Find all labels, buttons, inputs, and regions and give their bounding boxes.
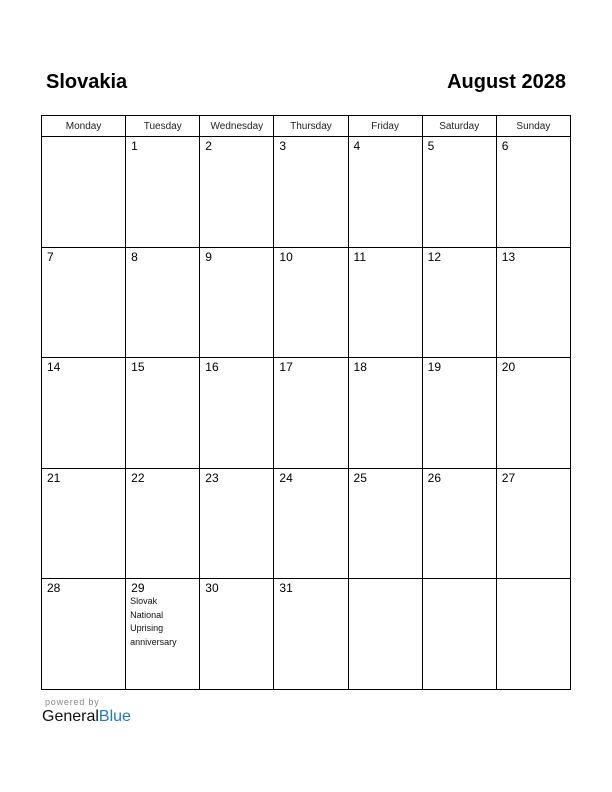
weekday-header-row bbox=[42, 116, 571, 137]
calendar-week-row bbox=[42, 468, 571, 579]
calendar-day-cell[interactable] bbox=[348, 137, 422, 248]
day-number: 8 bbox=[131, 249, 138, 264]
day-number: 27 bbox=[501, 470, 516, 485]
calendar-day-cell[interactable] bbox=[496, 579, 570, 690]
day-number: 13 bbox=[501, 249, 516, 264]
day-number: 30 bbox=[205, 581, 219, 595]
day-number: 6 bbox=[501, 139, 509, 153]
day-number: 26 bbox=[427, 470, 442, 485]
calendar-day-cell[interactable] bbox=[422, 247, 496, 358]
day-number bbox=[423, 579, 496, 581]
calendar-day-cell[interactable] bbox=[42, 247, 126, 358]
holiday-label: anniversary bbox=[130, 636, 177, 647]
day-number: 16 bbox=[205, 360, 219, 374]
weekday-header: Wednesday bbox=[200, 116, 274, 137]
calendar-day-cell[interactable] bbox=[200, 358, 274, 469]
day-number: 10 bbox=[279, 249, 293, 264]
weekday-header: Tuesday bbox=[126, 116, 200, 137]
calendar-day-cell[interactable] bbox=[274, 468, 348, 579]
calendar-day-cell[interactable] bbox=[200, 247, 274, 358]
calendar-day-cell[interactable] bbox=[348, 358, 422, 469]
calendar-day-cell[interactable] bbox=[348, 579, 422, 690]
weekday-header: Monday bbox=[42, 116, 126, 137]
day-number: 2 bbox=[205, 139, 212, 153]
day-number: 29 bbox=[131, 581, 145, 595]
calendar-day-cell[interactable] bbox=[126, 579, 200, 690]
calendar-week-row bbox=[42, 137, 571, 248]
calendar-day-cell[interactable] bbox=[42, 468, 126, 579]
day-number: 11 bbox=[353, 249, 366, 264]
day-number: 17 bbox=[279, 360, 293, 374]
calendar-day-cell[interactable] bbox=[496, 468, 570, 579]
calendar-day-cell[interactable] bbox=[348, 468, 422, 579]
day-number bbox=[42, 137, 125, 139]
calendar-day-cell[interactable] bbox=[126, 247, 200, 358]
calendar-week-row bbox=[42, 247, 571, 358]
weekday-header: Sunday bbox=[496, 116, 570, 137]
day-number: 9 bbox=[205, 249, 212, 264]
calendar-day-cell[interactable] bbox=[274, 579, 348, 690]
day-number: 3 bbox=[279, 139, 287, 153]
calendar-day-cell[interactable] bbox=[422, 137, 496, 248]
calendar-day-cell[interactable] bbox=[42, 137, 126, 248]
weekday-header: Saturday bbox=[422, 116, 496, 137]
calendar-week-row bbox=[42, 579, 571, 690]
weekday-header: Friday bbox=[348, 116, 422, 137]
calendar-day-cell[interactable] bbox=[274, 247, 348, 358]
brand-general: General bbox=[42, 708, 99, 725]
calendar-country-title: Slovakia bbox=[46, 71, 128, 93]
weekday-header: Thursday bbox=[274, 116, 348, 137]
generalblue-logo[interactable] bbox=[42, 708, 131, 726]
calendar-day-cell[interactable] bbox=[200, 579, 274, 690]
day-number: 14 bbox=[47, 360, 61, 374]
calendar-day-cell[interactable] bbox=[422, 579, 496, 690]
day-number: 7 bbox=[47, 249, 54, 264]
calendar-grid bbox=[41, 115, 571, 690]
day-number: 18 bbox=[353, 360, 367, 374]
holiday-label: Slovak bbox=[130, 596, 158, 606]
holiday-label: National bbox=[130, 609, 164, 620]
calendar-day-cell[interactable] bbox=[200, 137, 274, 248]
calendar-day-cell[interactable] bbox=[42, 579, 126, 690]
calendar-day-cell[interactable] bbox=[422, 468, 496, 579]
calendar-day-cell[interactable] bbox=[496, 247, 570, 358]
calendar-month-title: August 2028 bbox=[447, 71, 566, 93]
day-number: 23 bbox=[205, 470, 219, 485]
calendar-day-cell[interactable] bbox=[422, 358, 496, 469]
calendar-day-cell[interactable] bbox=[126, 358, 200, 469]
calendar-day-cell[interactable] bbox=[274, 358, 348, 469]
day-number: 22 bbox=[131, 470, 145, 485]
calendar-day-cell[interactable] bbox=[126, 137, 200, 248]
day-number: 1 bbox=[131, 139, 138, 153]
calendar-day-cell[interactable] bbox=[496, 358, 570, 469]
calendar-day-cell[interactable] bbox=[126, 468, 200, 579]
day-number: 4 bbox=[353, 139, 361, 153]
day-number: 25 bbox=[353, 470, 367, 485]
day-number bbox=[497, 579, 570, 581]
calendar-day-cell[interactable] bbox=[348, 247, 422, 358]
day-number: 20 bbox=[501, 360, 516, 374]
brand-blue: Blue bbox=[98, 708, 131, 725]
calendar-day-cell[interactable] bbox=[496, 137, 570, 248]
day-number: 24 bbox=[279, 470, 293, 485]
day-number: 5 bbox=[427, 139, 435, 153]
powered-by-label: powered by bbox=[45, 697, 100, 707]
day-number: 28 bbox=[47, 581, 61, 595]
day-number: 21 bbox=[47, 470, 61, 485]
calendar-day-cell[interactable] bbox=[200, 468, 274, 579]
day-number: 15 bbox=[131, 360, 145, 374]
day-number: 12 bbox=[427, 249, 442, 264]
calendar-day-cell[interactable] bbox=[42, 358, 126, 469]
day-number: 31 bbox=[279, 581, 293, 595]
calendar-week-row bbox=[42, 358, 571, 469]
day-number bbox=[349, 579, 422, 581]
holiday-label: Uprising bbox=[130, 623, 164, 633]
day-number: 19 bbox=[427, 360, 442, 374]
calendar-day-cell[interactable] bbox=[274, 137, 348, 248]
